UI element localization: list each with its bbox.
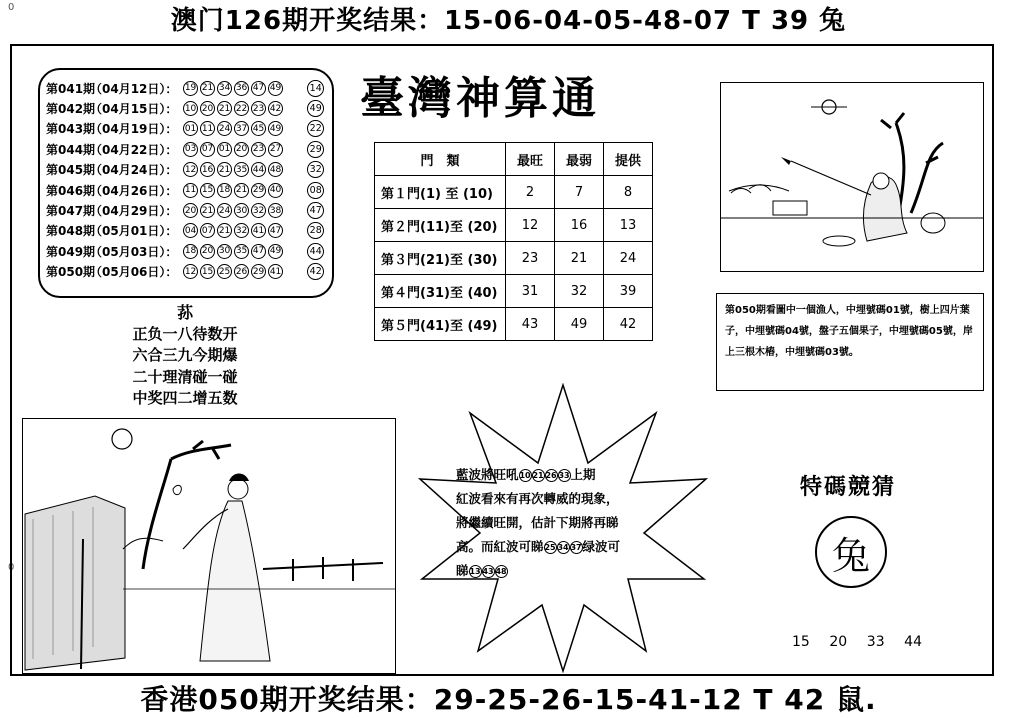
lady-drawing (23, 419, 396, 674)
history-balls (183, 223, 297, 238)
number-ball: 29 (251, 264, 266, 279)
edge-mark-top: 0 (8, 2, 15, 13)
number-ball: 01 (183, 121, 198, 136)
history-period: 第050期 (46, 265, 96, 280)
star-number-ball: 10 (519, 469, 532, 482)
history-date: （05月03日）： (90, 244, 178, 259)
special-ball: 28 (307, 222, 324, 239)
table-cell-min: 32 (555, 275, 604, 308)
picture-riddle: 第050期看圖中一個漁人，中埋號碼01號，樹上四片葉子，中埋號碼04號，盤子五個果子，中埋號碼05號，岸上三根木樁，中埋號碼03號。 (716, 293, 984, 391)
number-ball: 30 (217, 244, 232, 259)
number-ball: 23 (251, 101, 266, 116)
number-ball: 49 (268, 121, 283, 136)
number-ball: 20 (200, 244, 215, 259)
history-date: （04月12日）： (90, 81, 178, 96)
page-title: 臺灣神算通 (360, 73, 600, 124)
star-line-3: 將繼續旺開，估計下期將再睇 (456, 515, 619, 530)
list-item (46, 262, 326, 282)
wave-analysis-text (456, 463, 674, 583)
number-ball: 22 (234, 101, 249, 116)
number-ball: 15 (200, 264, 215, 279)
star-line-2: 紅波看來有再次轉威的現象， (456, 491, 619, 506)
number-ball: 24 (217, 121, 232, 136)
table-row (375, 275, 653, 308)
star-number-ball: 48 (495, 565, 508, 578)
number-ball: 30 (234, 203, 249, 218)
table-cell-min: 7 (555, 176, 604, 209)
number-ball: 18 (183, 244, 198, 259)
fisherman-illustration (720, 82, 984, 272)
number-ball: 07 (200, 223, 215, 238)
table-header-row (375, 143, 653, 176)
list-item (46, 221, 326, 241)
table-cell-offer: 39 (604, 275, 653, 308)
slogan-line: 中奖四二增五数 (132, 389, 238, 407)
table-cell-range: 第５門(41)至 (49) (375, 308, 506, 341)
door-stats-table (374, 142, 653, 341)
number-ball: 36 (234, 81, 249, 96)
history-period: 第043期 (46, 122, 96, 137)
number-ball: 34 (217, 81, 232, 96)
table-row (375, 242, 653, 275)
special-ball: 49 (307, 100, 324, 117)
number-ball: 21 (234, 183, 249, 198)
table-cell-max: 31 (506, 275, 555, 308)
special-ball: 29 (307, 141, 324, 158)
number-ball: 04 (183, 223, 198, 238)
history-period: 第045期 (46, 163, 96, 178)
special-ball: 08 (307, 182, 324, 199)
star-balls-blue (519, 467, 571, 482)
star-text-segment: 上期 (570, 467, 596, 482)
number-ball: 25 (217, 264, 232, 279)
special-ball: 47 (307, 202, 324, 219)
number-ball: 47 (251, 244, 266, 259)
star-line-4 (456, 535, 674, 559)
table-row (375, 308, 653, 341)
number-ball: 38 (268, 203, 283, 218)
table-cell-offer: 24 (604, 242, 653, 275)
table-cell-max: 2 (506, 176, 555, 209)
slogan-title: 荪 (176, 303, 193, 322)
number-ball: 40 (268, 183, 283, 198)
number-ball: 23 (251, 142, 266, 157)
special-ball: 44 (307, 243, 324, 260)
fisherman-drawing (721, 83, 984, 272)
table-cell-min: 49 (555, 308, 604, 341)
star-number-ball: 37 (570, 541, 583, 554)
number-ball: 20 (234, 142, 249, 157)
lady-illustration (22, 418, 396, 674)
special-ball: 42 (307, 263, 324, 280)
number-ball: 01 (217, 142, 232, 157)
table-header: 門 類 (375, 143, 506, 176)
number-ball: 41 (251, 223, 266, 238)
history-balls (183, 101, 297, 116)
number-ball: 45 (251, 121, 266, 136)
star-line-1 (456, 463, 674, 487)
slogan-line: 六合三九今期爆 (132, 346, 238, 364)
history-date: （04月15日）： (90, 102, 178, 117)
guess-number: 33 (866, 634, 885, 650)
history-period: 第044期 (46, 142, 96, 157)
table-row (375, 176, 653, 209)
top-result-headline: 澳门126期开奖结果：15-06-04-05-48-07 T 39 兔 (170, 6, 847, 36)
history-period: 第041期 (46, 81, 96, 96)
star-number-ball: 34 (557, 541, 570, 554)
number-ball: 12 (183, 264, 198, 279)
table-header: 提供 (604, 143, 653, 176)
history-period: 第042期 (46, 102, 96, 117)
history-date: （04月22日）： (90, 142, 178, 157)
history-period: 第046期 (46, 183, 96, 198)
number-ball: 47 (251, 81, 266, 96)
history-date: （05月06日）： (90, 265, 178, 280)
table-cell-max: 23 (506, 242, 555, 275)
number-ball: 44 (251, 162, 266, 177)
table-cell-offer: 42 (604, 308, 653, 341)
number-ball: 20 (200, 101, 215, 116)
history-date: （04月29日）： (90, 204, 178, 219)
list-item (46, 160, 326, 180)
guess-number: 44 (904, 634, 922, 650)
special-ball: 22 (307, 120, 324, 137)
number-ball: 29 (251, 183, 266, 198)
list-item (46, 180, 326, 200)
slogan-poem (100, 302, 270, 410)
guess-number: 20 (829, 634, 848, 650)
star-number-ball: 43 (482, 565, 495, 578)
number-ball: 21 (217, 223, 232, 238)
number-ball: 41 (268, 264, 283, 279)
guess-zodiac: 兔 (831, 533, 870, 578)
table-cell-min: 21 (555, 242, 604, 275)
edge-mark-middle: 0 (8, 562, 15, 573)
history-balls (183, 81, 297, 96)
number-ball: 10 (183, 101, 198, 116)
number-ball: 27 (268, 142, 283, 157)
number-ball: 49 (268, 244, 283, 259)
number-ball: 21 (217, 162, 232, 177)
number-ball: 49 (268, 81, 283, 96)
star-text-segment: 高。而紅波可睇 (456, 539, 544, 554)
number-ball: 20 (183, 203, 198, 218)
history-balls (183, 162, 297, 177)
table-row (375, 209, 653, 242)
list-item (46, 241, 326, 261)
star-text-segment: 藍波將旺吼 (456, 467, 519, 482)
table-cell-range: 第３門(21)至 (30) (375, 242, 506, 275)
table-header: 最旺 (506, 143, 555, 176)
history-period: 第048期 (46, 224, 96, 239)
number-ball: 21 (200, 81, 215, 96)
number-ball: 03 (183, 142, 198, 157)
history-balls (183, 183, 297, 198)
number-ball: 32 (251, 203, 266, 218)
number-ball: 16 (200, 162, 215, 177)
special-guess-title: 特碼競猜 (800, 475, 897, 500)
history-balls (183, 142, 297, 157)
number-ball: 15 (200, 183, 215, 198)
slogan-line: 二十理清碰一碰 (132, 367, 238, 386)
history-balls (183, 121, 297, 136)
table-header: 最弱 (555, 143, 604, 176)
table-cell-min: 16 (555, 209, 604, 242)
star-number-ball: 13 (469, 565, 482, 578)
history-date: （04月24日）： (90, 163, 178, 178)
table-cell-max: 12 (506, 209, 555, 242)
star-text-segment: 睇 (456, 563, 469, 578)
list-item (46, 139, 326, 159)
number-ball: 21 (217, 101, 232, 116)
number-ball: 11 (200, 121, 215, 136)
table-cell-range: 第２門(11)至 (20) (375, 209, 506, 242)
star-number-ball: 26 (545, 469, 558, 482)
table-cell-range: 第１門(1) 至 (10) (375, 176, 506, 209)
history-date: （05月01日）： (90, 224, 178, 239)
list-item (46, 78, 326, 98)
star-number-ball: 25 (544, 541, 557, 554)
number-ball: 32 (234, 223, 249, 238)
number-ball: 37 (234, 121, 249, 136)
history-date: （04月19日）： (90, 122, 178, 137)
number-ball: 48 (268, 162, 283, 177)
table-cell-offer: 13 (604, 209, 653, 242)
list-item (46, 119, 326, 139)
number-ball: 35 (234, 162, 249, 177)
table-cell-offer: 8 (604, 176, 653, 209)
number-ball: 18 (217, 183, 232, 198)
star-line-5 (456, 559, 674, 583)
history-balls (183, 264, 297, 279)
star-text-segment: 绿波可 (582, 539, 621, 554)
history-balls (183, 244, 297, 259)
number-ball: 42 (268, 101, 283, 116)
list-item (46, 200, 326, 220)
number-ball: 07 (200, 142, 215, 157)
number-ball: 47 (268, 223, 283, 238)
history-date: （04月26日）： (90, 183, 178, 198)
table-cell-range: 第４門(31)至 (40) (375, 275, 506, 308)
number-ball: 35 (234, 244, 249, 259)
number-ball: 21 (200, 203, 215, 218)
list-item (46, 98, 326, 118)
special-ball: 32 (307, 161, 324, 178)
star-balls-green (469, 563, 508, 578)
table-cell-max: 43 (506, 308, 555, 341)
special-ball: 14 (307, 80, 324, 97)
number-ball: 11 (183, 183, 198, 198)
star-number-ball: 33 (558, 469, 571, 482)
slogan-line: 正负一八待数开 (132, 324, 238, 343)
number-ball: 19 (183, 81, 198, 96)
number-ball: 12 (183, 162, 198, 177)
history-period: 第049期 (46, 244, 96, 259)
guess-numbers (792, 634, 922, 650)
star-balls-red (544, 539, 583, 554)
draw-history-list (38, 68, 334, 298)
guess-number: 15 (792, 634, 810, 650)
guess-zodiac-circle (815, 516, 887, 588)
bottom-result-headline: 香港050期开奖结果：29-25-26-15-41-12 T 42 鼠. (140, 683, 877, 716)
history-period: 第047期 (46, 204, 96, 219)
star-number-ball: 21 (532, 469, 545, 482)
number-ball: 26 (234, 264, 249, 279)
number-ball: 24 (217, 203, 232, 218)
history-balls (183, 203, 297, 218)
